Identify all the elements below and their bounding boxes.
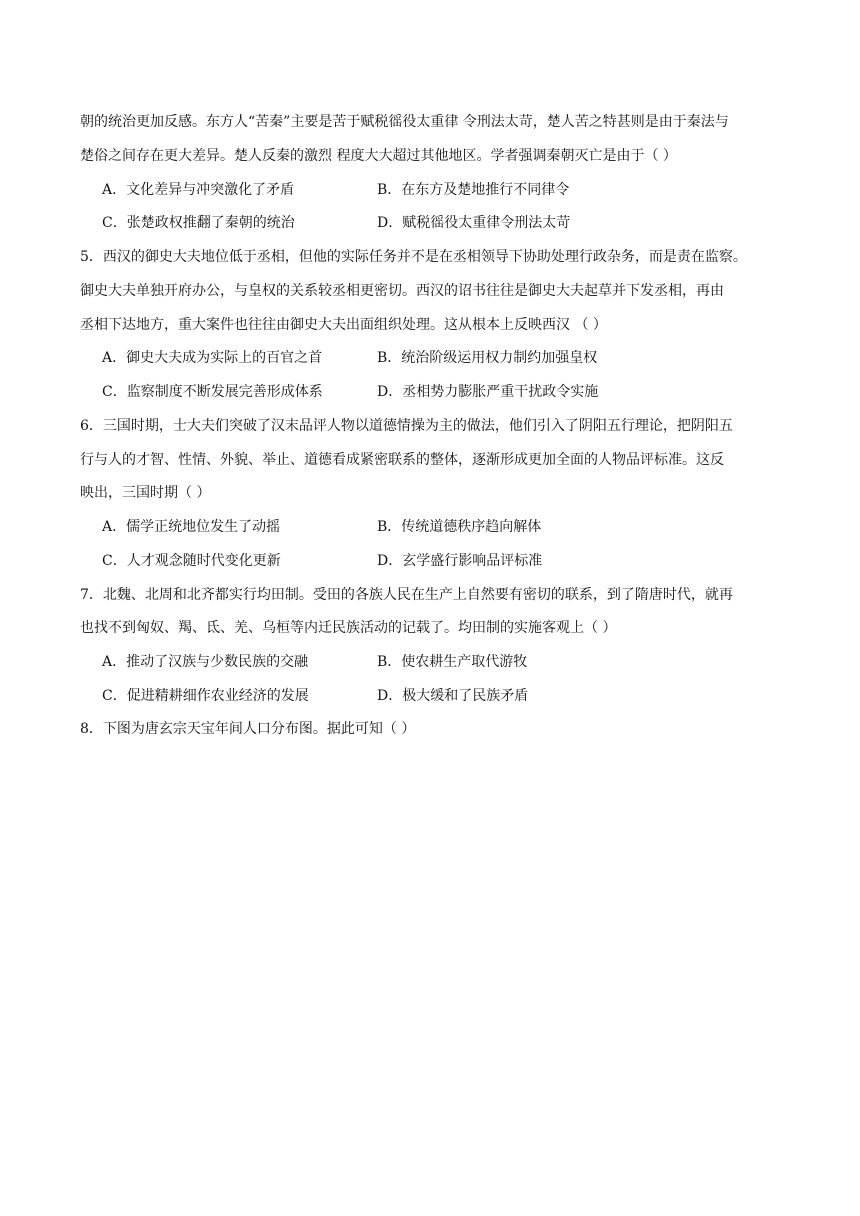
q6-option-d: D．玄学盛行影响品评标准: [377, 553, 543, 569]
q7-option-c: C．促进精耕细作农业经济的发展: [102, 688, 309, 704]
q7-option-b: B．使农耕生产取代游牧: [377, 654, 528, 670]
q5-option-d: D．丞相势力膨胀严重干扰政令实施: [377, 384, 599, 400]
q5-option-c: C．监察制度不断发展完善形成体系: [102, 384, 323, 400]
q4-option-b: B．在东方及楚地推行不同律令: [377, 182, 570, 198]
q5-option-b: B．统治阶级运用权力制约加强皇权: [377, 350, 598, 366]
q5-option-a: A．御史大夫成为实际上的百官之首: [102, 350, 323, 366]
q8-stem-line-1: 8．下图为唐玄宗天宝年间人口分布图。据此可知（ ）: [80, 721, 416, 737]
q5-stem-line-2: 御史大夫单独开府办公，与皇权的关系较丞相更密切。西汉的诏书往往是御史大夫起草并下发丞相，再由: [80, 283, 724, 299]
q6-option-b: B．传统道德秩序趋向解体: [377, 519, 542, 535]
q4-option-d: D．赋税徭役太重律令刑法太苛: [377, 215, 571, 231]
q4-stem-line-2: 楚俗之间存在更大差异。楚人反秦的激烈 程度大大超过其他地区。学者强调秦朝灭亡是由于（ ）: [80, 148, 677, 164]
q7-option-d: D．极大缓和了民族矛盾: [377, 688, 529, 704]
q6-option-a: A．儒学正统地位发生了动摇: [102, 519, 281, 535]
q7-option-a: A．推动了汉族与少数民族的交融: [102, 654, 309, 670]
q7-stem-line-2: 也找不到匈奴、羯、氐、羌、乌桓等内迁民族活动的记载了。均田制的实施客观上（ ）: [80, 620, 617, 636]
q6-stem-line-2: 行与人的才智、性情、外貌、举止、道德看成紧密联系的整体，逐渐形成更加全面的人物品评标准。这反: [80, 452, 724, 468]
q4-stem-line-1: 朝的统治更加反感。东方人“苦秦”主要是苦于赋税徭役太重律 令刑法太苛，楚人苦之特甚则是由于秦法与: [80, 114, 729, 130]
q5-stem-line-3: 丞相下达地方，重大案件也往往由御史大夫出面组织处理。这从根本上反映西汉 （ ）: [80, 317, 607, 333]
q4-option-c: C．张楚政权推翻了秦朝的统治: [102, 215, 295, 231]
q7-stem-line-1: 7．北魏、北周和北齐都实行均田制。受田的各族人民在生产上自然要有密切的联系，到了隋唐时代，就再: [80, 587, 733, 603]
q6-stem-line-3: 映出，三国时期（ ）: [80, 485, 211, 501]
q5-stem-line-1: 5．西汉的御史大夫地位低于丞相，但他的实际任务并不是在丞相领导下协助处理行政杂务，而是责在监察。: [80, 249, 747, 265]
q6-option-c: C．人才观念随时代变化更新: [102, 553, 281, 569]
q6-stem-line-1: 6．三国时期，士大夫们突破了汉末品评人物以道德情操为主的做法，他们引入了阴阳五行理论，把阴阳五: [80, 418, 733, 434]
q4-option-a: A．文化差异与冲突激化了矛盾: [102, 182, 295, 198]
